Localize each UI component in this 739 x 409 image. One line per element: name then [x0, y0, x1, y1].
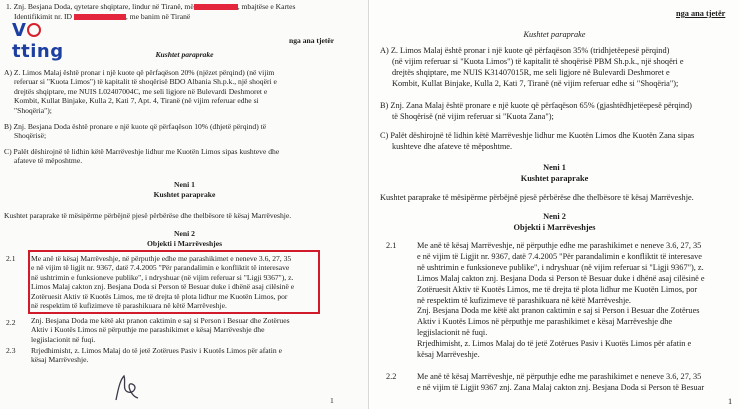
article-2-title: Objekti i Marrëveshjes — [513, 223, 596, 232]
article-2-number: Neni 2 — [543, 212, 566, 221]
article-1-title: Kushtet paraprake — [153, 190, 216, 199]
intro-text: 1. Znj. Besjana Doda, qytetare shqiptare, lindur në Tiranë, më — [6, 2, 194, 11]
heading-kushtet: Kushtet paraprake — [523, 30, 586, 39]
article-1-number: Neni 1 — [543, 163, 566, 172]
article-2-title: Objekti i Marrëveshjes — [146, 239, 223, 248]
vetting-logo: Vtting — [12, 20, 64, 62]
redaction-box — [194, 4, 238, 10]
section-2-1: Me anë të kësaj Marrëveshje, në përputhje edhe me parashikimet e neneve 3.6, 27, 35 e në vijim të Ligjit nr. 9367, datë 7.4.2005 "Për parandalimin e konfliktit të interesave në ushtrimin e funksioneve publike", i ndryshuar (në vijim referuar si "Ligji 9367"), z. Limos Malaj cakton znj. Besjana Doda si Person të Besuar duke i dhënë asaj cilësinë e Zotëruesit Aktiv të Kuotës Limos, me të drejta të plota lidhur me Kuotën Limos, por në respektim të kufizimeve të parashikuara në këtë Marrëveshje. Znj. Besjana Doda me këtë akt pranon caktimin e saj si Person i Besuar dhe Zotërues Aktiv i Kuotës Limos në përputhje me parashikimet e kësaj Marrëveshje dhe legjislacionit në fuqi. Rrjedhimisht, z. Limos Malaj do të jetë Zotërues Pasiv i Kuotës Limos për afatin e kësaj Marrëveshje. — [417, 241, 705, 360]
clause-b: B) Znj. Zana Malaj është pronare e një kuote që përfaqëson 65% (gjashtëdhjetëepesë përqind) të Shoqërisë (në vijim referuar si "Kuota Zana"); — [380, 101, 692, 121]
section-2-1: Me anë të kësaj Marrëveshje, në përputhje edhe me parashikimet e neneve 3.6, 27, 35 e në vijim të ligjit nr. 9367, datë 7.4.2005 "Për parandalimin e konfliktit të interesave në ushtrimin e funksioneve publike", i ndryshuar (në vijim referuar si "Ligji 9367"), z. Limos Malaj cakton znj. Besjana Doda si Person të Besuar duke i dhënë asaj cilësinë e Zotëruesit Aktiv të Kuotës Limos, me të drejta të plota lidhur me Kuotën Limos, por në respektim të kufizimeve të parashikuara në këtë Marrëveshje. — [31, 254, 295, 311]
copy-mark: nga ana tjetër — [289, 36, 335, 45]
highlight-box — [28, 250, 320, 314]
intro-line-1 — [6, 2, 366, 11]
clause-c: C) Palët dëshirojnë të lidhin këtë Marrëveshje lidhur me Kuotën Limos sipas kushteve dhe afateve të mëposhtme. — [4, 147, 280, 166]
page-number: 1 — [330, 396, 334, 405]
id-label: Identifikimit nr. ID — [14, 12, 72, 21]
page-number: 1 — [728, 397, 733, 406]
section-2-2: Me anë të kësaj Marrëveshje, në përputhje edhe me parashikimet e neneve 3.6, 27, 35 e në vijim të Ligjit 9367 znj. Zana Malaj cakton znj. Besjana Doda si Person të Besuar — [417, 372, 705, 392]
section-2-1-number: 2.1 — [386, 241, 397, 250]
signature-mark — [108, 372, 148, 404]
section-2-2-number: 2.2 — [386, 372, 397, 381]
heading-kushtet: Kushtet paraprake — [155, 50, 214, 59]
right-document-page — [370, 0, 739, 409]
section-2-1-number: 2.1 — [6, 254, 16, 263]
article-2-number: Neni 2 — [174, 229, 195, 238]
clause-b: B) Znj. Besjana Doda është pronare e një kuote që përfaqëson 10% (dhjetë përqind) të Shoqërisë; — [4, 122, 267, 141]
left-document-page — [0, 0, 369, 409]
clause-c: C) Palët dëshirojnë të lidhin këtë Marrëveshje lidhur me Kuotën Limos dhe Kuotën Zana sipas kushteve dhe afateve të mëposhtme. — [380, 131, 695, 151]
article-1-text: Kushtet paraprake të mësipërme përbëjnë pjesë përbërëse dhe thelbësore të kësaj Marrëveshje. — [4, 211, 292, 220]
section-2-2: Znj. Besjana Doda me këtë akt pranon caktimin e saj si Person i Besuar dhe Zotërues Aktiv i Kuotës Limos në përputhje me parashikimet e kësaj Marrëveshje dhe legjislacionit në fuqi. — [31, 316, 290, 344]
section-2-3-number: 2.3 — [6, 346, 16, 355]
article-1-text: Kushtet paraprake të mësipërme përbëjnë pjesë përbërëse dhe thelbësore të kësaj Marrëveshje. — [380, 193, 694, 202]
clause-a: A) Z. Limos Malaj është pronar i një kuote që përfaqëson 35% (tridhjetëepesë përqind) (në vijim referuar si "Kuota Limos") të kapitalit të shoqërisë PBM Sh.p.k., një shoqëri e drejtës shqiptare, me NUIS K31407015R, me seli ligjore në Bulevardi Deshmoret e Kombit, Kullat Binjake, Kulla 2, Kati 7, Tiranë (në vijim referuar edhe si "Shoqëria"); — [380, 46, 684, 88]
clause-a: A) Z. Limos Malaj është pronar i një kuote që përfaqëson 20% (njëzet përqind) (në vijim referuar si "Kuota Limos") të kapitalit të shoqërisë BDO Albania Sh.p.k., një shoqëri e drejtës shqiptare, me NUIS L02407004C, me seli ligjore në Bulevardi Deshmoret e Kombit, Kullat Binjake, Kulla 2, Kati 7, Apt. 4, Tiranë (në vijim referuar edhe si "Shoqëria"); — [4, 68, 277, 115]
article-1-number: Neni 1 — [174, 180, 195, 189]
residence-text: , me banim në Tiranë — [125, 12, 191, 21]
intro-text-end: , mbajtëse e Kartes — [237, 2, 296, 11]
article-1-title: Kushtet paraprake — [520, 174, 589, 183]
copy-mark: nga ana tjetër — [676, 9, 726, 18]
section-2-2-number: 2.2 — [6, 318, 16, 327]
section-2-3: Rrjedhimisht, z. Limos Malaj do të jetë Zotërues Pasiv i Kuotës Limos për afatin e kësaj Marrëveshje. — [31, 346, 282, 365]
